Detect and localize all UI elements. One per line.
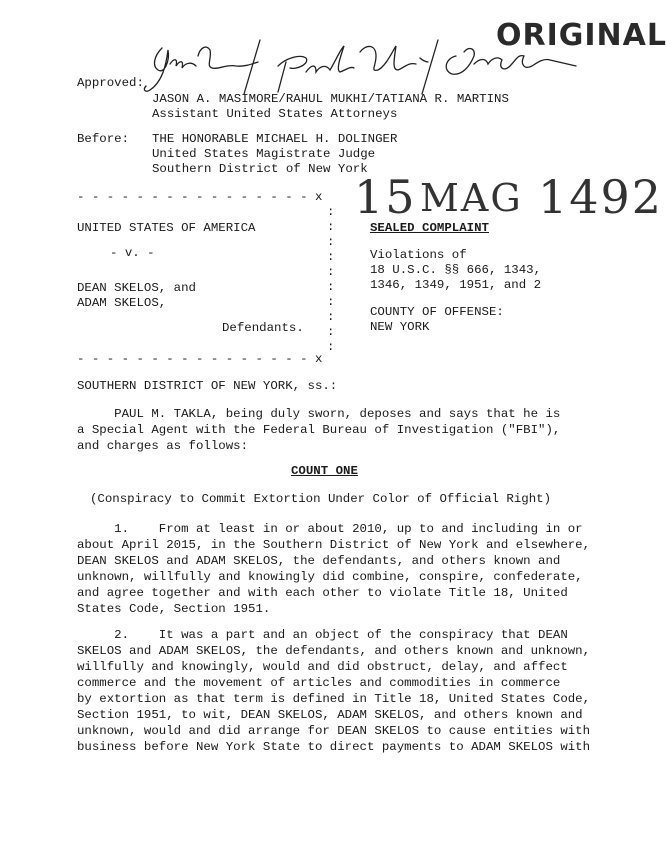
intro-line-3: and charges as follows: [77, 439, 249, 453]
para2-line-6: Section 1951, to wit, DEAN SKELOS, ADAM SKELOS, and others known and [77, 708, 583, 722]
original-stamp: ORIGINAL [496, 18, 667, 53]
approved-title: Assistant United States Attorneys [152, 107, 398, 121]
para1-line-3: DEAN SKELOS and ADAM SKELOS, the defendants, and others known and [77, 554, 561, 568]
defendants-label: Defendants. [222, 321, 304, 335]
para1-line-1: 1. From at least in or about 2010, up to and including in or [77, 522, 583, 536]
intro-line-1: PAUL M. TAKLA, being duly sworn, deposes and says that he is [77, 407, 561, 421]
intro-line-2: a Special Agent with the Federal Bureau of Investigation ("FBI"), [77, 423, 561, 437]
violations-line-1: Violations of [370, 248, 467, 262]
defendant-1: DEAN SKELOS, and [77, 281, 196, 295]
para1-line-2: about April 2015, in the Southern District of New York and elsewhere, [77, 538, 591, 552]
case-number-stamp: 1492 [538, 170, 664, 224]
signatures-graphic [140, 36, 580, 96]
para2-line-2: SKELOS and ADAM SKELOS, the defendants, and others known and unknown, [77, 644, 591, 658]
count-title: COUNT ONE [291, 464, 358, 478]
county-label: COUNTY OF OFFENSE: [370, 305, 504, 319]
caption-dash-bottom: - - - - - - - - - - - - - - - - x [77, 352, 323, 366]
count-subtitle: (Conspiracy to Commit Extortion Under Color of Official Right) [90, 492, 552, 506]
county-value: NEW YORK [370, 320, 430, 334]
caption-dash-top: - - - - - - - - - - - - - - - - x [77, 190, 323, 204]
para2-line-3: willfully and knowingly, would and did obstruct, delay, and affect [77, 660, 568, 674]
violations-line-3: 1346, 1349, 1951, and 2 [370, 278, 542, 292]
para2-line-7: unknown, would and did arrange for DEAN SKELOS to cause entities with [77, 724, 591, 738]
para2-line-8: business before New York State to direct payments to ADAM SKELOS with [77, 740, 591, 754]
before-label: Before: [77, 132, 130, 146]
para1-line-6: States Code, Section 1951. [77, 602, 271, 616]
approved-names: JASON A. MASIMORE/RAHUL MUKHI/TATIANA R. MARTINS [152, 92, 509, 106]
approved-label: Approved: [77, 76, 144, 90]
para1-line-5: and agree together and with each other to violate Title 18, United [77, 586, 568, 600]
caption-divider: : : : : : : : : : : [327, 205, 335, 354]
mag-stamp-prefix: 15 [354, 170, 417, 224]
judge-title: United States Magistrate Judge [152, 147, 376, 161]
para1-line-4: unknown, willfully and knowingly did combine, conspire, confederate, [77, 570, 583, 584]
defendant-2: ADAM SKELOS, [77, 296, 167, 310]
plaintiff-name: UNITED STATES OF AMERICA [77, 221, 256, 235]
complaint-title: SEALED COMPLAINT [370, 221, 489, 235]
para2-line-1: 2. It was a part and an object of the conspiracy that DEAN [77, 628, 568, 642]
versus-label: - v. - [110, 246, 155, 260]
district-line: SOUTHERN DISTRICT OF NEW YORK, ss.: [77, 379, 338, 393]
para2-line-4: commerce and the movement of articles and commodities in commerce [77, 676, 561, 690]
judge-name: THE HONORABLE MICHAEL H. DOLINGER [152, 132, 398, 146]
mag-stamp-label: MAG [420, 176, 523, 220]
violations-line-2: 18 U.S.C. §§ 666, 1343, [370, 263, 542, 277]
judge-district: Southern District of New York [152, 162, 368, 176]
para2-line-5: by extortion as that term is defined in Title 18, United States Code, [77, 692, 591, 706]
